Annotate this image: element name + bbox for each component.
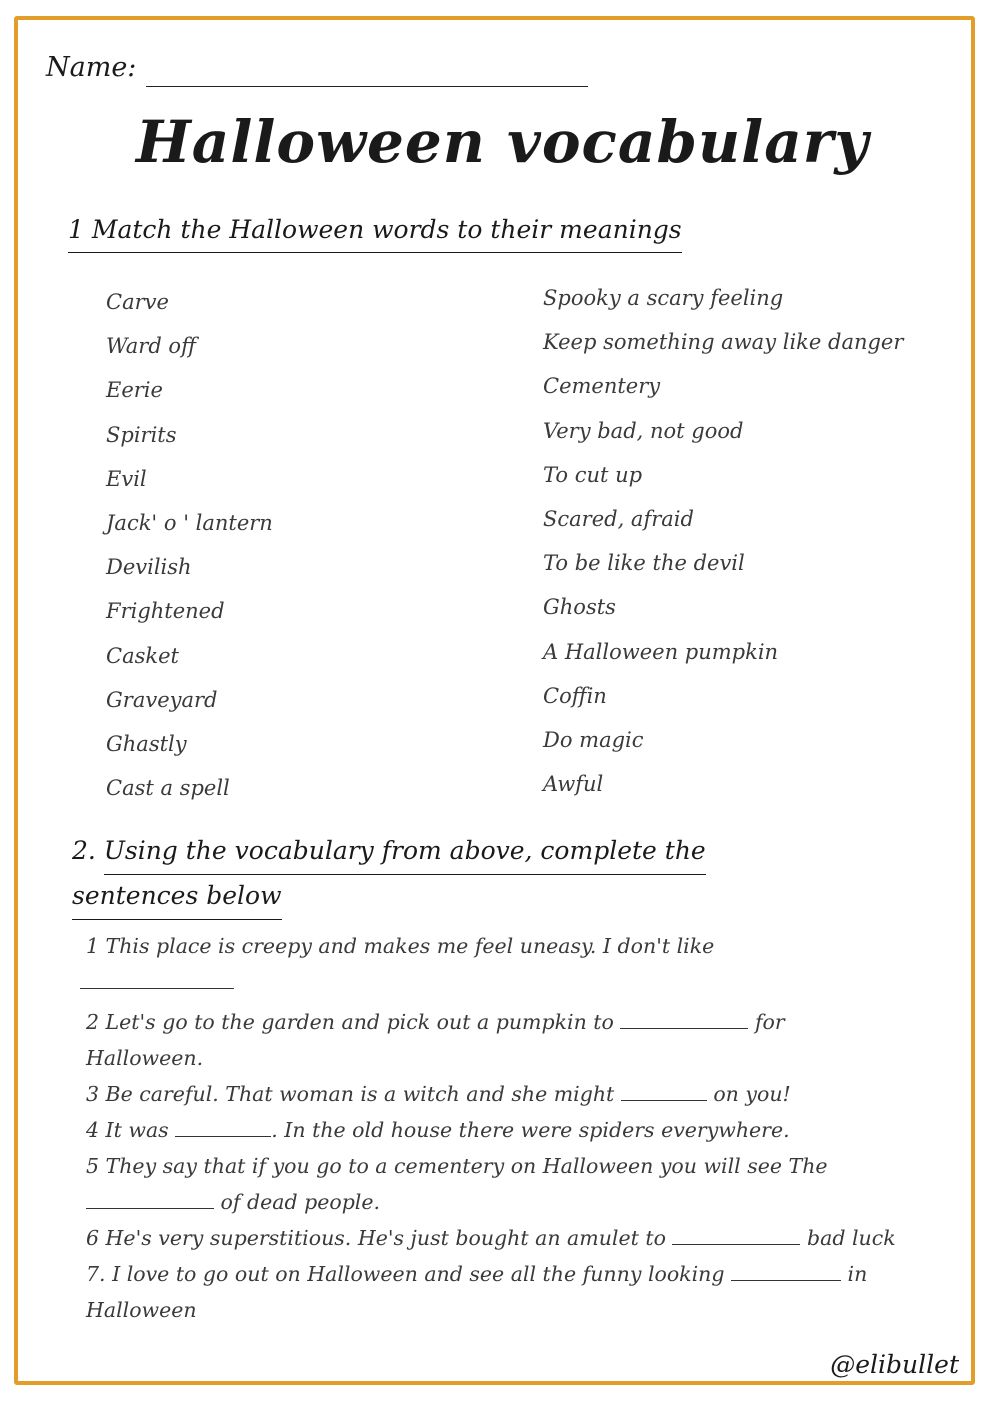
sentence-7-text-b: in Halloween [86, 1262, 868, 1322]
meaning-item: Do magic [543, 727, 644, 752]
meaning-item: Keep something away like danger [543, 330, 904, 355]
sentence-2 [86, 1004, 906, 1076]
sentence-4-text-b: . In the old house there were spiders everywhere. [271, 1118, 790, 1142]
sentence-7-text-a: 7. I love to go out on Halloween and see all the funny looking [86, 1262, 725, 1286]
word-item: Carve [106, 290, 169, 314]
meaning-item: Scared, afraid [543, 506, 694, 531]
sentence-1 [86, 928, 906, 1000]
sentence-6-blank[interactable] [672, 1226, 800, 1245]
sentence-2-text-b: for Halloween. [86, 1010, 785, 1070]
sentence-5 [86, 1148, 906, 1220]
sentence-5-blank[interactable] [86, 1190, 214, 1209]
word-item: Evil [106, 466, 147, 491]
section-1-heading: 1 Match the Halloween words to their meanings [68, 215, 682, 253]
section-2-heading-line-2: sentences below [72, 875, 282, 920]
meaning-item: A Halloween pumpkin [543, 639, 779, 664]
word-item: Jack' o ' lantern [106, 510, 273, 535]
word-item: Casket [106, 643, 179, 668]
meaning-item: Coffin [543, 683, 607, 708]
meaning-item: Ghosts [543, 595, 616, 620]
meaning-item: To cut up [543, 462, 643, 487]
sentence-5-text-b: of dead people. [220, 1190, 381, 1214]
sentence-6-text-b: bad luck [807, 1226, 896, 1250]
sentence-4 [86, 1112, 906, 1148]
author-credit: @elibullet [830, 1350, 959, 1379]
word-item: Cast a spell [106, 776, 230, 801]
sentence-2-text-a: 2 Let's go to the garden and pick out a pumpkin to [86, 1010, 614, 1034]
word-item: Spirits [106, 422, 177, 447]
name-label: Name: [46, 52, 137, 83]
sentence-2-blank[interactable] [620, 1010, 748, 1029]
meaning-item: To be like the devil [543, 551, 745, 576]
sentence-3 [86, 1076, 906, 1112]
section-2-heading [72, 830, 832, 920]
sentence-5-text-a: 5 They say that if you go to a cementery on Halloween you will see The [86, 1154, 828, 1178]
sentence-6-text-a: 6 He's very superstitious. He's just bought an amulet to [86, 1226, 666, 1250]
word-item: Devilish [106, 555, 192, 580]
name-blank-line[interactable] [146, 86, 588, 87]
sentence-3-text-a: 3 Be careful. That woman is a witch and she might [86, 1082, 615, 1106]
meaning-item: Cementery [543, 374, 661, 399]
sentence-7-blank[interactable] [731, 1262, 841, 1281]
sentence-1-blank[interactable] [80, 970, 234, 989]
word-item: Eerie [106, 378, 163, 403]
word-item: Ward off [106, 334, 196, 359]
sentence-4-text-a: 4 It was [86, 1118, 169, 1142]
sentence-list [86, 928, 906, 1328]
sentence-7 [86, 1256, 906, 1328]
sentence-4-blank[interactable] [175, 1118, 271, 1137]
name-row [46, 52, 606, 92]
meaning-item: Awful [543, 772, 604, 797]
sentence-3-text-b: on you! [713, 1082, 791, 1106]
meaning-item: Very bad, not good [543, 418, 744, 443]
meaning-list [543, 276, 903, 806]
word-item: Ghastly [106, 731, 187, 756]
section-2-heading-line-1: Using the vocabulary from above, complete the [104, 830, 706, 875]
worksheet-title: Halloween vocabulary [135, 108, 870, 176]
sentence-6 [86, 1220, 906, 1256]
word-item: Frightened [106, 599, 225, 624]
word-item: Graveyard [106, 687, 218, 712]
sentence-3-blank[interactable] [621, 1082, 707, 1101]
word-list [106, 280, 273, 810]
sentence-1-text: 1 This place is creepy and makes me feel uneasy. I don't like [86, 934, 715, 958]
section-2-number: 2. [72, 836, 96, 865]
meaning-item: Spooky a scary feeling [543, 286, 784, 310]
